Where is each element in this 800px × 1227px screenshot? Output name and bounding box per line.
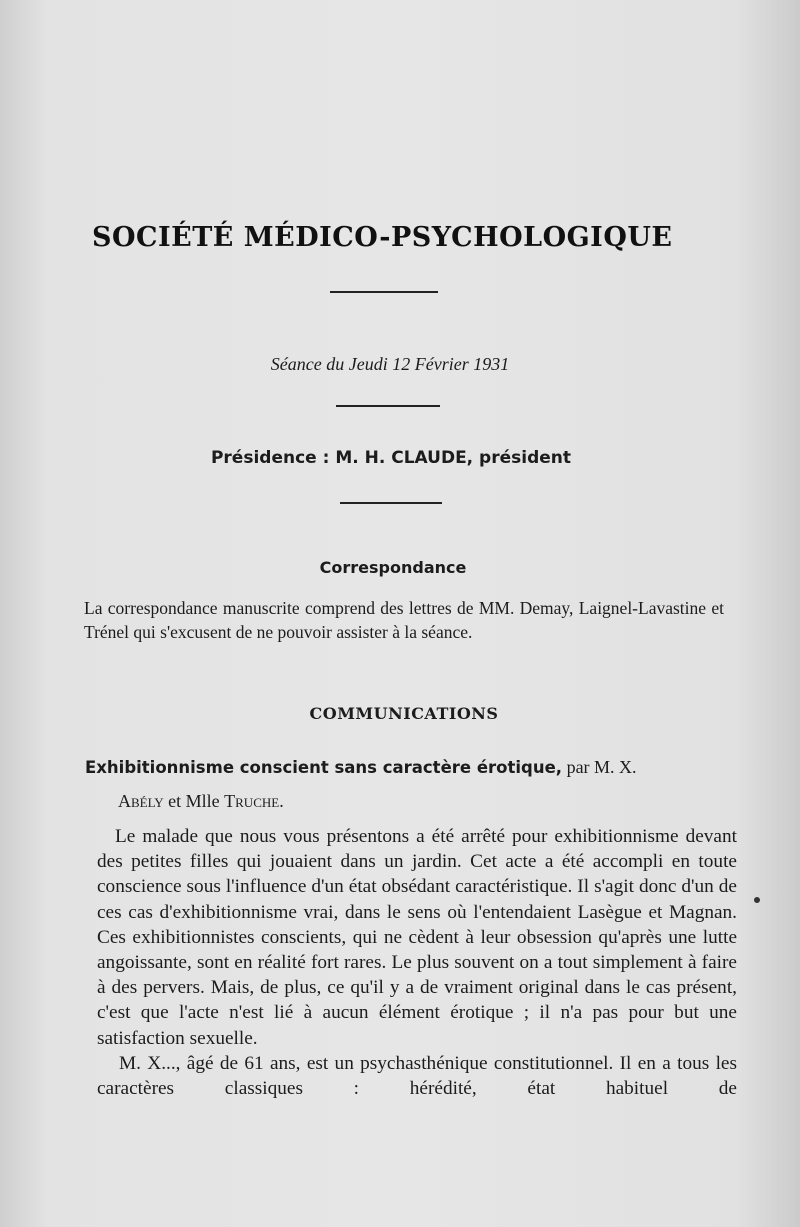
article-title-main: Exhibitionnisme conscient sans caractère érotique, (85, 758, 563, 777)
author-truche: Truche (224, 791, 280, 811)
article-title-by: par M. X. (562, 757, 637, 777)
page-title: SOCIÉTÉ MÉDICO-PSYCHOLOGIQUE (92, 222, 673, 253)
correspondance-text: La correspondance manuscrite comprend des lettres de MM. Demay, Laignel-Lavastine et Trénel qui s'excusent de ne pouvoir assister à la séance. (84, 598, 724, 642)
article-body (97, 824, 737, 1101)
body-paragraph: M. X..., âgé de 61 ans, est un psychasthénique constitutionnel. Il en a tous les caractères classiques : hérédité, état habituel de (97, 1052, 737, 1100)
presidence-divider (340, 502, 442, 504)
session-divider (336, 405, 440, 407)
authors-joiner: et Mlle (163, 791, 225, 811)
article-authors (118, 791, 284, 812)
title-divider (330, 291, 438, 293)
author-abely: Abély (118, 791, 164, 811)
article-title (85, 754, 725, 781)
session-date: Séance du Jeudi 12 Février 1931 (270, 354, 510, 374)
body-paragraph: Le malade que nous vous présentons a été arrêté pour exhibitionnisme devant des petites filles qui jouaient dans un jardin. Cet acte a été accompli en toute conscience sous l'influence d'un état obsédant caractéristique. Il s'agit donc d'un de ces cas d'exhibitionnisme vrai, dans le sens où l'entendaient Lasègue et Magnan. Ces exhibitionnistes conscients, qui ne cèdent à leur obsession qu'après une lutte angoissante, sont en réalité fort rares. Le plus souvent on a tout simplement à faire à des pervers. Mais, de plus, ce qu'il y a de vraiment original dans le cas présent, c'est que l'acte n'est lié à aucun élément érotique ; il n'a pas pour but une satisfaction sexuelle. (97, 826, 737, 1049)
ink-speck (754, 897, 760, 903)
communications-heading: COMMUNICATIONS (309, 704, 499, 723)
authors-end: . (279, 791, 284, 811)
correspondance-heading: Correspondance (319, 558, 467, 577)
presidence-line: Présidence : M. H. CLAUDE, président (210, 448, 572, 468)
